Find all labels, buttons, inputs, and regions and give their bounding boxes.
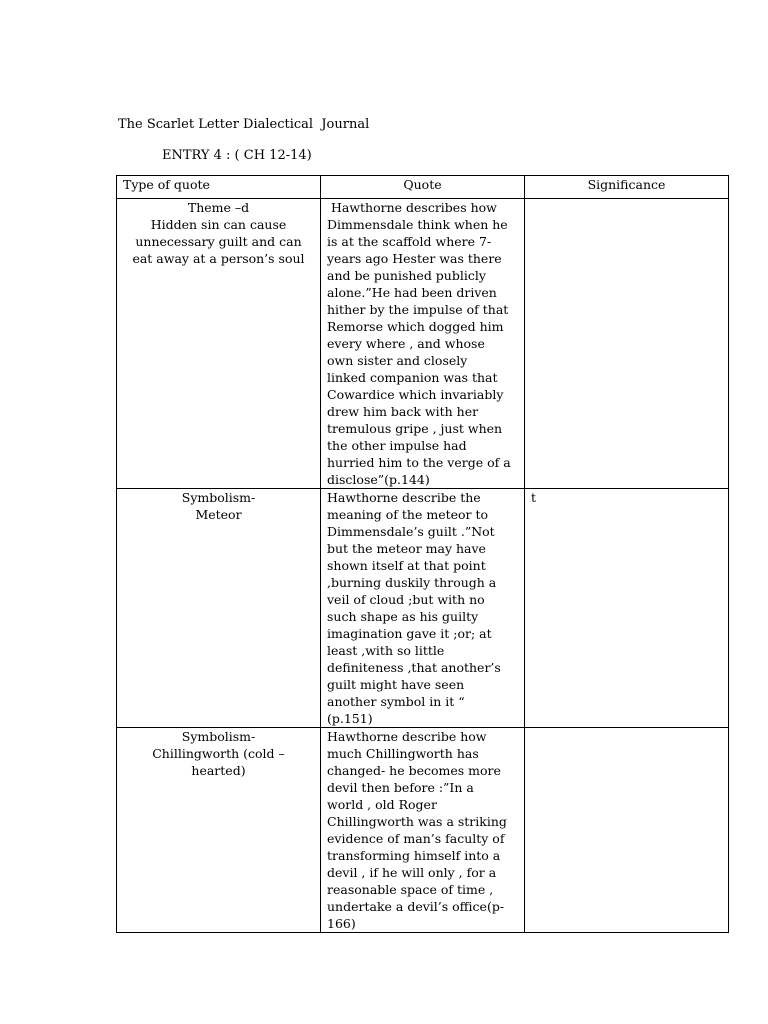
cell-line: and be punished publicly [327,268,486,283]
cell-line: devil , if he will only , for a [327,865,497,880]
type-cell [117,489,321,728]
cell-line: Hawthorne describes how [327,200,497,215]
type-cell [117,728,321,933]
cell-line: 166) [327,916,356,931]
cell-line: shown itself at that point [327,558,486,573]
cell-line: Hawthorne describe the [327,490,481,505]
quote-cell [321,489,525,728]
cell-line: changed- he becomes more [327,763,501,778]
cell-line: ,burning duskily through a [327,575,497,590]
cell-line: Symbolism- [181,729,256,744]
cell-line: drew him back with her [327,404,479,419]
cell-line: is at the scaffold where 7- [327,234,492,249]
cell-line: tremulous gripe , just when [327,421,503,436]
cell-line: every where , and whose [327,336,485,351]
cell-line: Dimmensdale think when he [327,217,508,232]
cell-line: Symbolism- [181,490,256,505]
cell-line: Dimmensdale’s guilt .”Not [327,524,495,539]
cell-line: Theme –d [187,200,250,215]
cell-line: undertake a devil’s office(p- [327,899,505,914]
cell-line: evidence of man’s faculty of [327,831,505,846]
cell-line: such shape as his guilty [327,609,479,624]
table-header-row [117,176,729,199]
significance-cell [525,199,729,489]
cell-line: definiteness ,that another’s [327,660,501,675]
journal-table [116,175,729,933]
significance-cell [525,728,729,933]
cell-line: another symbol in it “ [327,694,465,709]
cell-line: (p.151) [327,711,373,726]
table-row [117,728,729,933]
table-row [117,489,729,728]
cell-line: Meteor [195,507,242,522]
cell-line: hither by the impulse of that [327,302,509,317]
cell-line: reasonable space of time , [327,882,494,897]
cell-line: least ,with so little [327,643,445,658]
significance-cell: t [525,489,729,728]
quote-cell [321,199,525,489]
cell-line: alone.”He had been driven [327,285,497,300]
cell-line: but the meteor may have [327,541,486,556]
cell-line: transforming himself into a [327,848,501,863]
document-title: The Scarlet Letter Dialectical Journal [118,117,370,132]
cell-line: Remorse which dogged him [327,319,504,334]
cell-line: disclose”(p.144) [327,472,430,487]
cell-line: hurried him to the verge of a [327,455,511,470]
cell-line: Cowardice which invariably [327,387,504,402]
cell-line: meaning of the meteor to [327,507,489,522]
cell-line: own sister and closely [327,353,468,368]
cell-line: Chillingworth was a striking [327,814,507,829]
cell-line: linked companion was that [327,370,498,385]
header-significance: Significance [525,176,729,199]
table-row [117,199,729,489]
cell-line: the other impulse had [327,438,467,453]
cell-line: veil of cloud ;but with no [327,592,485,607]
cell-line: Hidden sin can cause [150,217,287,232]
cell-line: Hawthorne describe how [327,729,487,744]
quote-cell [321,728,525,933]
header-quote: Quote [321,176,525,199]
cell-line: unnecessary guilt and can [135,234,302,249]
cell-line: guilt might have seen [327,677,465,692]
type-cell [117,199,321,489]
entry-heading: ENTRY 4 : ( CH 12-14) [162,148,312,163]
cell-line: years ago Hester was there [327,251,502,266]
header-type-of-quote: Type of quote [117,176,321,199]
cell-line: imagination gave it ;or; at [327,626,492,641]
cell-line: world , old Roger [327,797,437,812]
cell-line: Chillingworth (cold – [152,746,285,761]
cell-line: hearted) [191,763,246,778]
cell-line: eat away at a person’s soul [132,251,305,266]
cell-line: much Chillingworth has [327,746,479,761]
cell-line: devil then before :”In a [327,780,474,795]
